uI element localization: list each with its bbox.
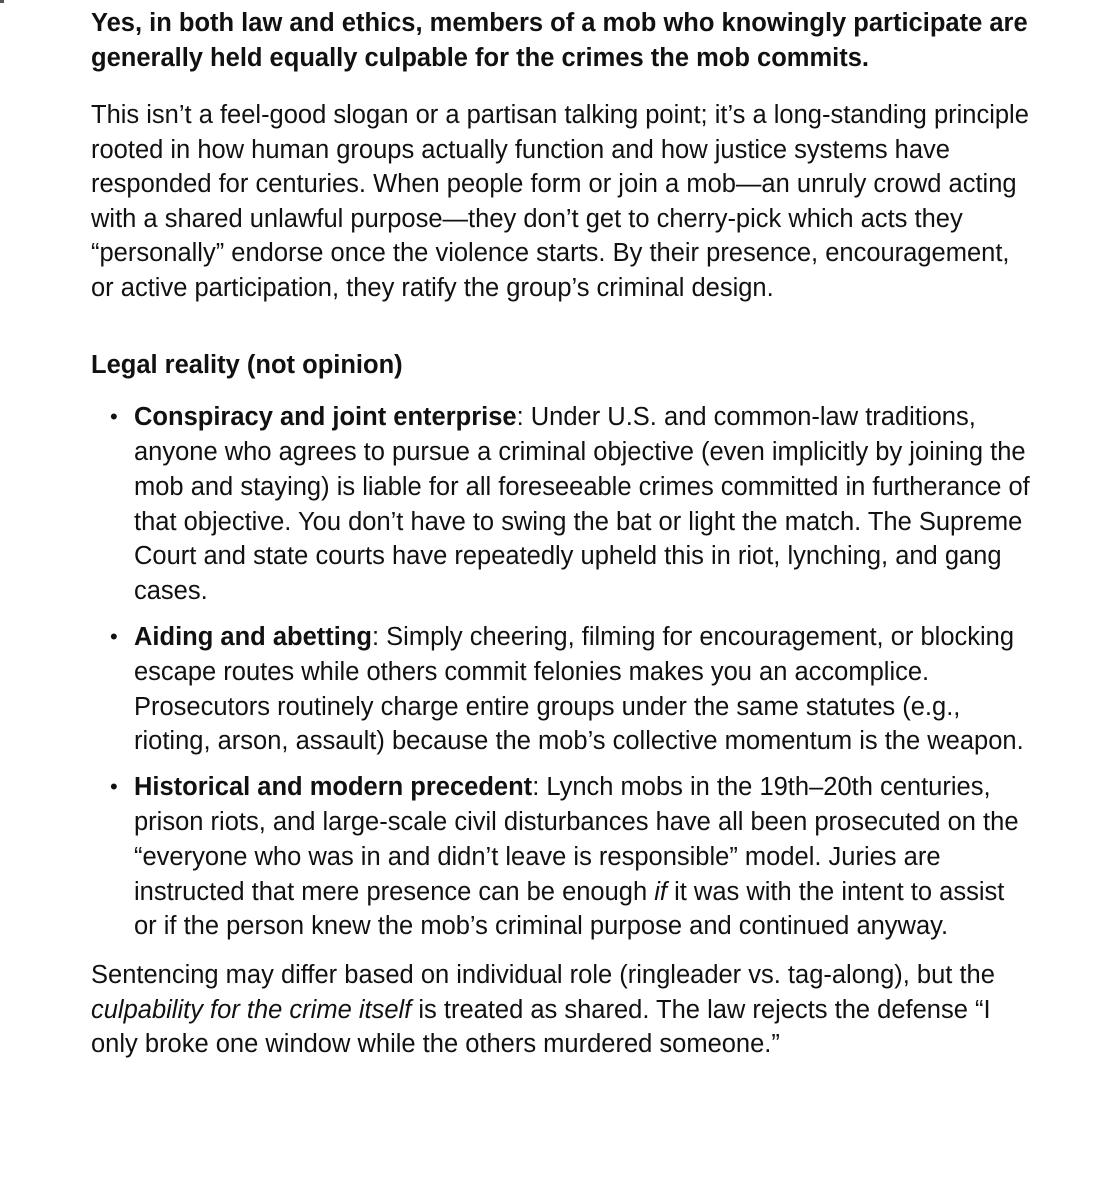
bullet-list [91,400,1031,944]
bullet-icon: • [110,774,118,800]
list-item [91,620,1031,759]
bullet-text: : Under U.S. and common-law traditions, anyone who agrees to pursue a criminal objective (even implicitly by joining the mob and staying) is liable for all foreseeable crimes committed in furtherance of that objective. You don’t have to swing the bat or light the match. The Supreme Court and state courts have repeatedly upheld this in riot, lynching, and gang cases. [134,403,1030,606]
bullet-icon: • [110,623,118,649]
bullet-emphasis: if [654,877,667,906]
closing-text-tail: is treated as shared. The law rejects the defense “I only broke one window while the others murdered someone.” [91,995,991,1059]
section-heading: Legal reality (not opinion) [91,350,403,379]
list-item [91,770,1031,944]
closing-emphasis: culpability for the crime itself [91,995,412,1024]
bullet-text-tail: it was with the intent to assist or if the person knew the mob’s criminal purpose and continued anyway. [134,877,1005,941]
scroll-edge-mark [0,0,4,3]
bullet-title: Historical and modern precedent [134,773,533,802]
bullet-title: Conspiracy and joint enterprise [134,403,517,432]
closing-text: Sentencing may differ based on individual role (ringleader vs. tag-along), but the [91,961,995,990]
bullet-title: Aiding and abetting [134,622,372,651]
document-body [91,6,1031,1062]
list-item [91,400,1031,609]
bullet-text: : Simply cheering, filming for encouragement, or blocking escape routes while others commit felonies makes you an accomplice. Prosecutors routinely charge entire groups under the same statutes (e.g., rioting, arson, assault) because the mob’s collective momentum is the weapon. [134,622,1024,756]
bullet-icon: • [110,404,118,430]
intro-paragraph: This isn’t a feel-good slogan or a partisan talking point; it’s a long-standing principle rooted in how human groups actually function and how justice systems have responded for centuries. When people form or join a mob—an unruly crowd acting with a shared unlawful purpose—they don’t get to cherry-pick which acts they “personally” endorse once the violence starts. By their presence, encouragement, or active participation, they ratify the group’s criminal design. [91,101,1029,302]
bullet-text: : Lynch mobs in the 19th–20th centuries, prison riots, and large-scale civil disturbances have all been prosecuted on the “everyone who was in and didn’t leave is responsible” model. Juries are instructed that mere presence can be enough [134,773,1019,906]
closing-paragraph [91,958,1031,1062]
headline: Yes, in both law and ethics, members of a mob who knowingly participate are generally held equally culpable for the crimes the mob commits. [91,9,1028,72]
